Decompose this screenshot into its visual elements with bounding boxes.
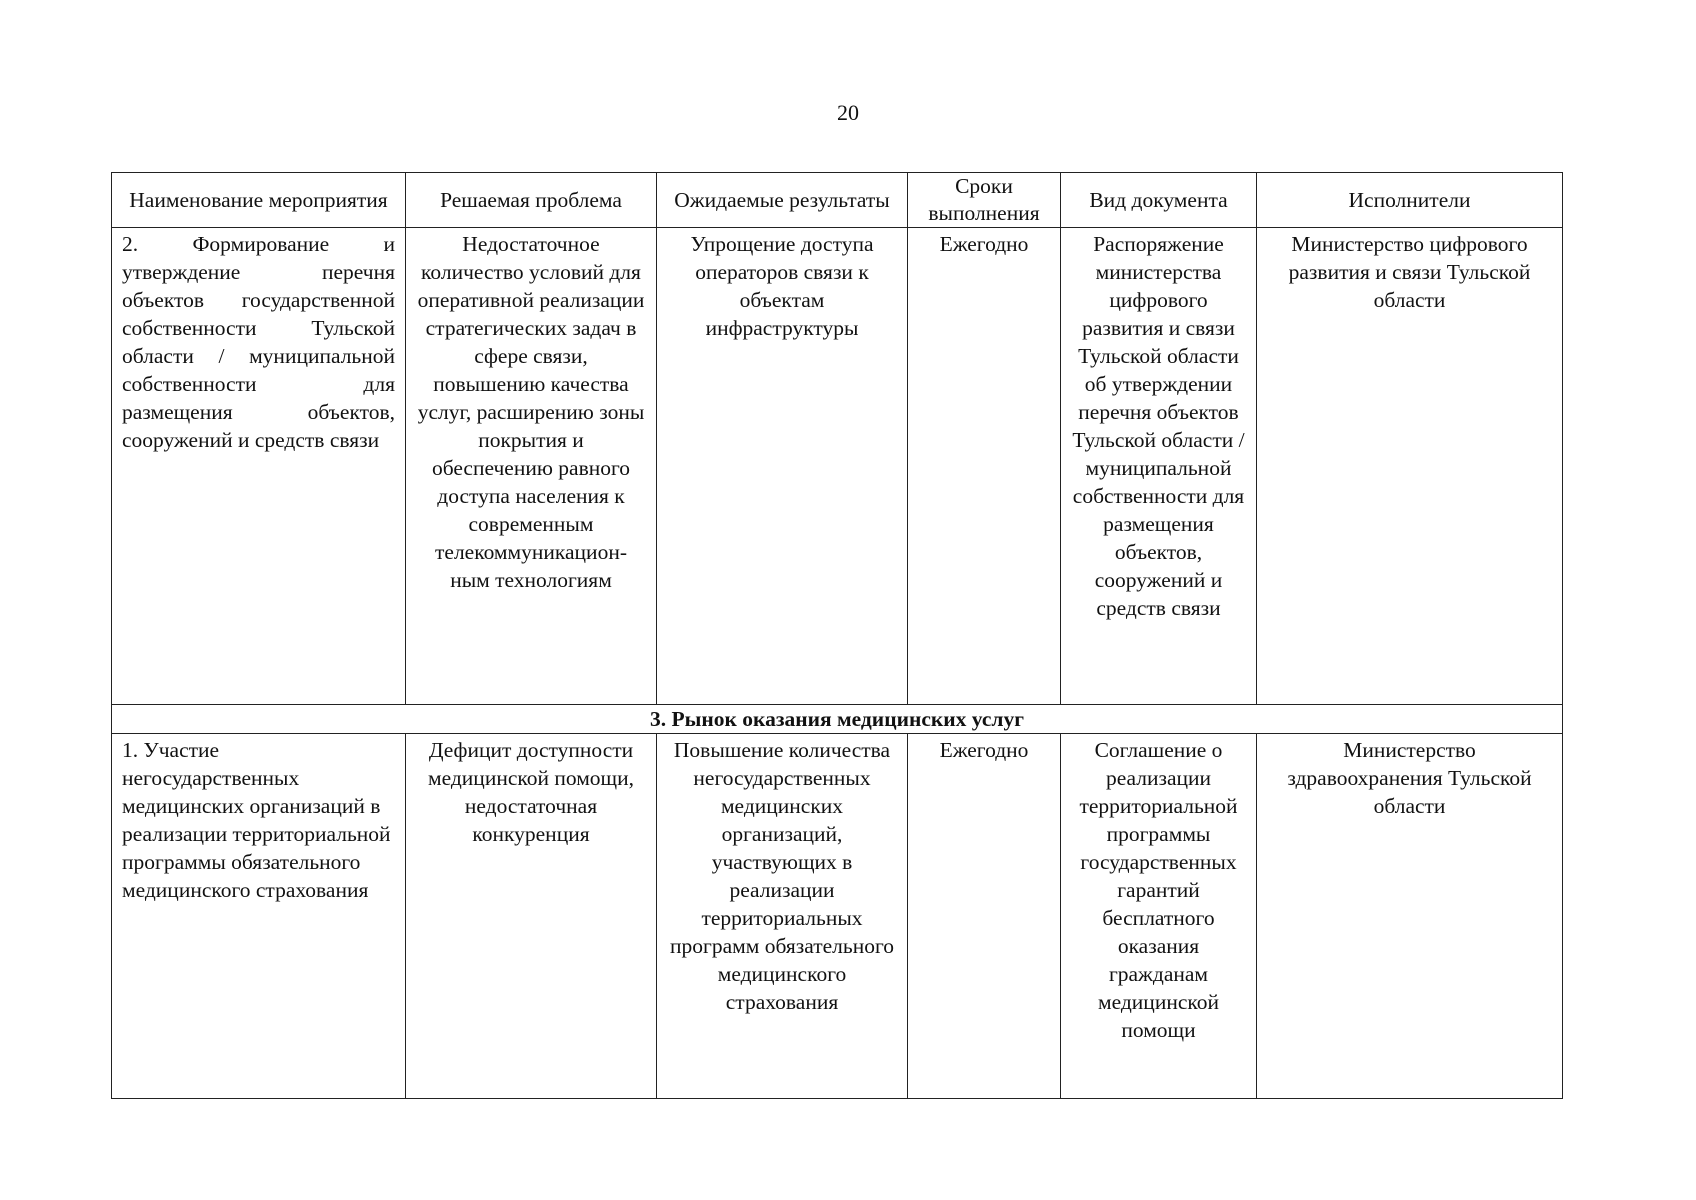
- cell-measure-name: 2. Формирование и утверждение перечня объектов государственной собственности Тульской области / муниципальной собственности для размещения объектов, сооружений и средств связи: [112, 228, 406, 705]
- table-row: [112, 734, 1563, 1099]
- cell-problem: Дефицит доступности медицинской помощи, недостаточная конкуренция: [406, 734, 657, 1099]
- section-heading-row: [112, 705, 1563, 734]
- header-document-type: Вид документа: [1061, 173, 1257, 228]
- cell-measure-name: 1. Участие негосударственных медицинских организаций в реализации территориальной программы обязательного медицинского страхования: [112, 734, 406, 1099]
- header-deadline: Сроки выполнения: [908, 173, 1061, 228]
- page-number: 20: [837, 100, 859, 125]
- cell-document-type: Соглашение о реализации территориальной программы государственных гарантий бесплатного оказания гражданам медицинской помощи: [1061, 734, 1257, 1099]
- cell-deadline: Ежегодно: [908, 734, 1061, 1099]
- cell-executors: Министерство цифрового развития и связи Тульской области: [1257, 228, 1563, 705]
- cell-expected-results: Упрощение доступа операторов связи к объектам инфраструктуры: [657, 228, 908, 705]
- header-executors: Исполнители: [1257, 173, 1563, 228]
- cell-document-type: Распоряжение министерства цифрового развития и связи Тульской области об утверждении перечня объектов Тульской области / муниципальной собственности для размещения объектов, сооружений и средств связи: [1061, 228, 1257, 705]
- section-heading: 3. Рынок оказания медицинских услуг: [112, 705, 1563, 734]
- header-problem: Решаемая проблема: [406, 173, 657, 228]
- header-measure-name: Наименование мероприятия: [112, 173, 406, 228]
- cell-deadline: Ежегодно: [908, 228, 1061, 705]
- cell-executors: Министерство здравоохранения Тульской области: [1257, 734, 1563, 1099]
- table-header-row: [112, 173, 1563, 228]
- cell-expected-results: Повышение количества негосударственных медицинских организаций, участвующих в реализации территориальных программ обязательного медицинского страхования: [657, 734, 908, 1099]
- header-expected-results: Ожидаемые результаты: [657, 173, 908, 228]
- measures-table: [111, 172, 1563, 1099]
- cell-problem: Недостаточное количество условий для оперативной реализации стратегических задач в сфере связи, повышению качества услуг, расширению зоны покрытия и обеспечению равного доступа населения к современным телекоммуникацион-ным технологиям: [406, 228, 657, 705]
- table-row: [112, 228, 1563, 705]
